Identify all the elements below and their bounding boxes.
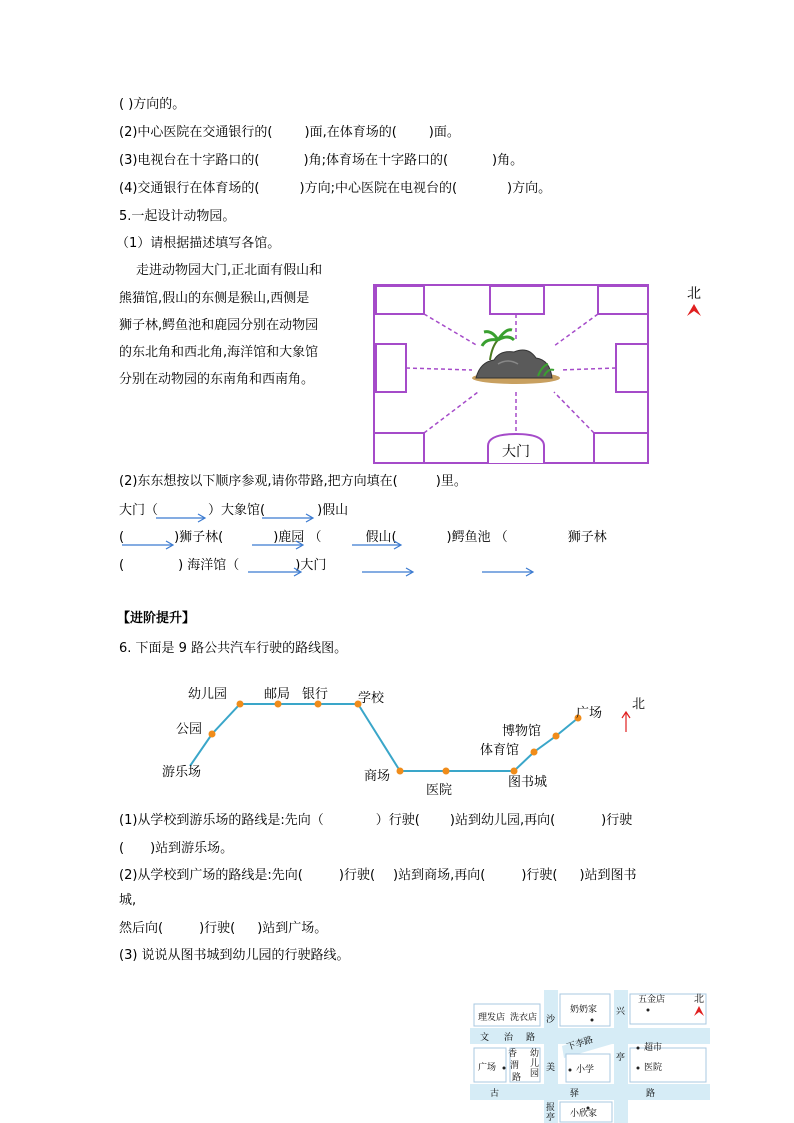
stop-park: 公园 (176, 722, 203, 737)
text: )站到图书 (579, 868, 637, 883)
q5-title: 5.一起设计动物园。 (119, 209, 236, 224)
q6-part3: (3) 说说从图书城到幼儿园的行驶路线。 (119, 948, 350, 963)
street-label: 下李路 (565, 1035, 595, 1053)
place-laundry: 洗衣店 (510, 1013, 538, 1023)
text: )鹿园 （ (273, 530, 322, 545)
text: )面。 (428, 125, 460, 140)
q6-part2-line2: 城, (119, 893, 137, 908)
text: )方向;中心医院在电视台的( (299, 181, 458, 196)
zoo-diagram (368, 280, 708, 470)
text: (3)电视台在十字路口的( (119, 153, 260, 168)
q6-title: 6. 下面是 9 路公共汽车行驶的路线图。 (119, 641, 348, 656)
street-label: 园 (530, 1069, 540, 1079)
q5-part2 (119, 473, 467, 491)
text: ( (119, 530, 125, 545)
zoo-desc-2: 熊猫馆,假山的东侧是猴山,西侧是 (119, 291, 310, 306)
place-hospital: 医院 (644, 1063, 663, 1073)
place-plaza: 广场 (478, 1063, 497, 1073)
stop-post-office: 邮局 (264, 687, 291, 702)
street-label: 古 (490, 1089, 500, 1099)
north-arrow-icon (687, 304, 701, 316)
q4-line3 (119, 152, 523, 170)
q4-line4 (119, 180, 551, 198)
text: )角;体育场在十字路口的( (303, 153, 449, 168)
stop-school: 学校 (358, 691, 385, 706)
q6-part2-line1 (119, 867, 637, 885)
text: 大门（ (119, 503, 159, 518)
text: 假山( (365, 530, 397, 545)
street-label: 儿 (530, 1059, 540, 1069)
stop-amusement-park: 游乐场 (162, 765, 202, 780)
pavilion-box-sw[interactable] (374, 433, 424, 463)
street-label: 文 (480, 1033, 490, 1043)
text: 狮子林 (567, 530, 607, 545)
arrow-blank-3[interactable] (122, 541, 173, 549)
stop-museum: 博物馆 (502, 724, 542, 739)
text: (2)东东想按以下顺序参观,请你带路,把方向填在( (119, 474, 398, 489)
zoo-desc-1: 走进动物园大门,正北面有假山和 (136, 263, 323, 278)
q6-part1-line2 (119, 840, 233, 858)
text: )角。 (492, 153, 524, 168)
street-map (470, 990, 710, 1123)
text: ( (119, 558, 125, 573)
north-arrow-icon (622, 712, 630, 732)
text: (4)交通银行在体育场的( (119, 181, 260, 196)
stop-gym: 体育馆 (480, 743, 520, 758)
zoo-desc-5: 分别在动物园的东南角和西南角。 (119, 372, 315, 387)
arrow-blank-2[interactable] (262, 514, 313, 522)
text: )站到广场。 (257, 921, 328, 936)
pavilion-box-ne[interactable] (598, 286, 648, 314)
text: )里。 (435, 474, 467, 489)
text: )站到幼儿园,再向( (449, 813, 556, 828)
text: (2)从学校到广场的路线是:先向( (119, 868, 303, 883)
street-label: 路 (512, 1073, 522, 1083)
zoo-desc-4: 的东北角和西北角,海洋馆和大象馆 (119, 345, 319, 360)
stop-plaza: 广场 (576, 706, 603, 721)
pavilion-box-w[interactable] (376, 344, 406, 392)
place-barber: 理发店 (478, 1013, 506, 1023)
text: )行驶 (601, 813, 633, 828)
street-label: 路 (646, 1089, 656, 1099)
pavilion-box-nw[interactable] (376, 286, 424, 314)
text: (1)从学校到游乐场的路线是:先向（ (119, 813, 324, 828)
pavilion-box-e[interactable] (616, 344, 648, 392)
q4-line2 (119, 124, 460, 142)
street-label: 驿 (570, 1089, 580, 1099)
street-label: 幼 (530, 1049, 540, 1059)
text: ）大象馆( (208, 503, 266, 518)
pavilion-box-se[interactable] (594, 433, 648, 463)
stop-mall: 商场 (364, 769, 391, 784)
text: )行驶( (199, 921, 236, 936)
pavilion-box-n[interactable] (490, 286, 544, 314)
arrow-blank-6[interactable] (248, 568, 301, 576)
text: )鳄鱼池 （ (446, 530, 508, 545)
place-school: 小学 (576, 1065, 595, 1075)
text: ）行驶( (375, 813, 420, 828)
text: )行驶( (521, 868, 558, 883)
text: )假山 (317, 503, 349, 518)
q6-part1-line1 (119, 812, 632, 830)
stop-bank: 银行 (302, 687, 329, 702)
text: )狮子林( (174, 530, 224, 545)
zoo-north-label: 北 (687, 286, 701, 302)
text: )面,在体育场的( (304, 125, 397, 140)
place-supermarket: 超市 (644, 1043, 663, 1053)
arrow-blank-1[interactable] (156, 514, 205, 522)
street-label: 治 (504, 1033, 514, 1043)
street-label: 渭 (510, 1061, 520, 1071)
arrow-blank-8[interactable] (482, 568, 533, 576)
zoo-desc-3: 狮子林,鳄鱼池和鹿园分别在动物园 (119, 318, 319, 333)
stop-kindergarten: 幼儿园 (188, 687, 228, 702)
street-label: 沙 (546, 1015, 556, 1025)
street-label: 报 (546, 1103, 556, 1113)
place-xiaoxin-home: 小欣家 (570, 1109, 598, 1119)
q4-line1: ( )方向的。 (119, 97, 186, 112)
text: (2)中心医院在交通银行的( (119, 125, 273, 140)
stop-hospital: 医院 (426, 783, 453, 798)
place-hardware: 五金店 (638, 995, 666, 1005)
text: ( (119, 841, 125, 856)
street-label: 路 (526, 1033, 536, 1043)
street-label: 兴 (616, 1007, 626, 1017)
bus-north-label: 北 (632, 697, 646, 712)
arrow-blank-4[interactable] (252, 541, 303, 549)
stop-book-city: 图书城 (508, 775, 548, 790)
q6-part2-line3 (119, 920, 327, 938)
street-label: 亭 (616, 1053, 626, 1063)
text: )方向。 (507, 181, 552, 196)
arrow-blank-5[interactable] (352, 541, 401, 549)
place-grandma-home: 奶奶家 (570, 1005, 598, 1015)
arrow-blank-7[interactable] (362, 568, 413, 576)
street-label: 美 (546, 1063, 556, 1073)
bus-route-map (150, 680, 670, 800)
gate-label: 大门 (502, 444, 530, 460)
route-arrows (110, 500, 550, 580)
text: )大门 (295, 558, 327, 573)
text: )行驶( (338, 868, 376, 883)
street-label: 亭 (546, 1113, 556, 1123)
street-north-label: 北 (694, 994, 704, 1005)
text: ) 海洋馆（ (178, 558, 240, 573)
text: )站到游乐场。 (150, 841, 234, 856)
text: )站到商场,再向( (393, 868, 486, 883)
street-label: 香 (508, 1049, 518, 1059)
q5-part1: （1）请根据描述填写各馆。 (116, 236, 281, 251)
text: 然后向( (119, 921, 164, 936)
section-heading: 【进阶提升】 (117, 611, 196, 626)
